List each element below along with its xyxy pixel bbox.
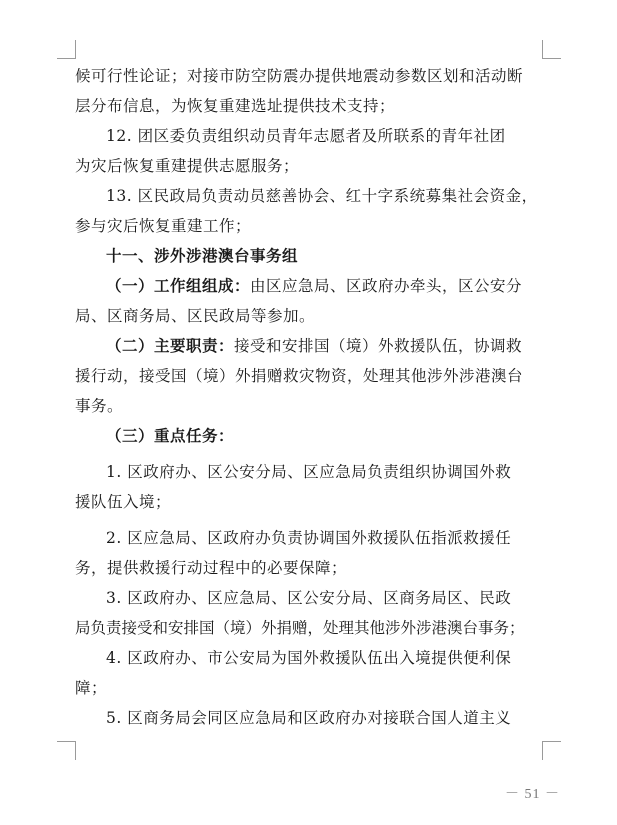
text-line: 参与灾后恢复重建工作； [75,217,252,235]
text-line: 12. 团区委负责组织动员青年志愿者及所联系的青年社团 [106,127,506,145]
text-line: 层分布信息，为恢复重建选址提供技术支持； [75,97,396,115]
text-line: 为灾后恢复重建提供志愿服务； [75,157,300,175]
crop-mark-top-left [57,40,76,59]
text-line: （二）主要职责：接受和安排国（境）外救援队伍，协调救 [106,336,523,355]
text-line: 3. 区政府办、区应急局、区公安分局、区商务局区、民政 [106,589,512,607]
text-line: 局负责接受和安排国（境）外捐赠，处理其他涉外涉港澳台事务； [75,619,525,637]
text-line: （一）工作组组成：由区应急局、区政府办牵头，区公安分 [106,276,523,295]
text-line: 2. 区应急局、区政府办负责协调国外救援队伍指派救援任 [106,529,512,547]
text-line: 援行动，接受国（境）外捐赠救灾物资，处理其他涉外涉港澳台 [75,367,524,385]
crop-mark-bottom-right [542,741,561,760]
text-line [106,421,234,451]
text-line: 1. 区政府办、区公安分局、区应急局负责组织协调国外救 [106,463,512,481]
text-line: 援队伍入境； [75,493,172,511]
text-line: 13. 区民政局负责动员慈善协会、红十字系统募集社会资金， [106,187,538,205]
section-heading: 十一、涉外涉港澳台事务组 [106,246,299,265]
text-line: 务，提供救援行动过程中的必要保障； [75,559,348,577]
text-line: 4. 区政府办、市公安局为国外救援队伍出入境提供便利保 [106,649,512,667]
subheading: （三）重点任务： [106,426,235,445]
subheading: （一）工作组组成： [106,276,251,295]
crop-mark-bottom-left [57,741,76,760]
text-line: 事务。 [75,397,124,415]
page-number: － 51 － [505,787,560,802]
text-line: 候可行性论证；对接市防空防震办提供地震动参数区划和活动断 [75,67,524,85]
text-line: 局、区商务局、区民政局等参加。 [75,307,316,325]
subheading: （二）主要职责： [106,336,235,355]
crop-mark-top-right [542,40,561,59]
text-line: 5. 区商务局会同区应急局和区政府办对接联合国人道主义 [106,709,512,727]
text-line: 障； [75,679,108,697]
